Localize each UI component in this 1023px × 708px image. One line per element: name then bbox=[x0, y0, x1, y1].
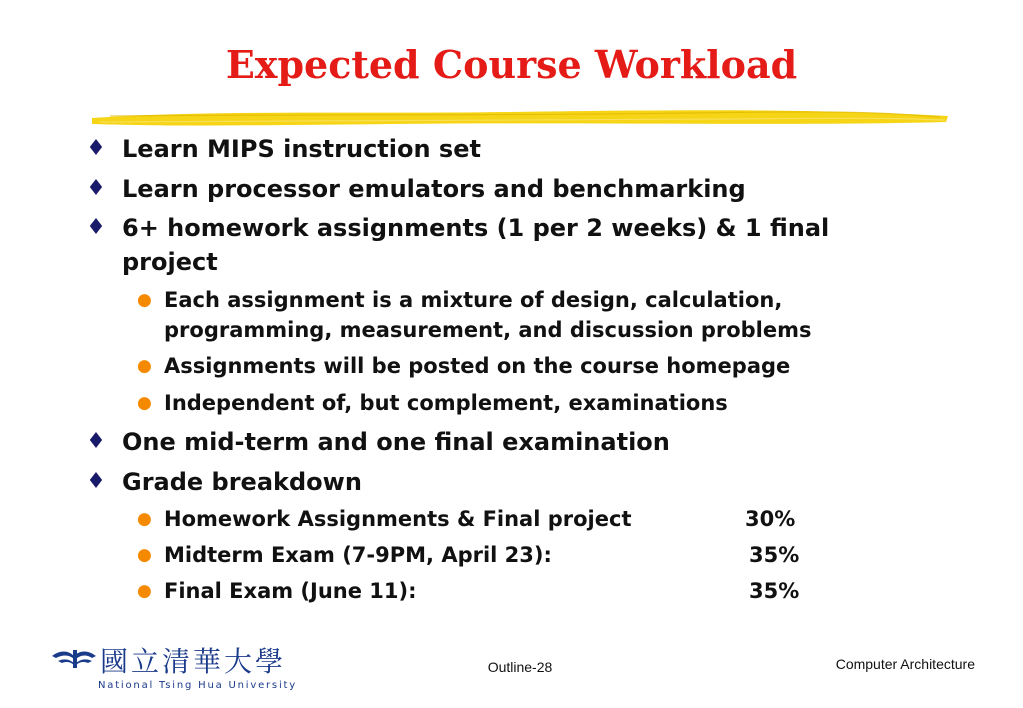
bullet-item bbox=[86, 172, 932, 206]
bullet-text: Learn processor emulators and benchmarking bbox=[122, 175, 746, 203]
course-name: Computer Architecture bbox=[835, 656, 975, 672]
bullet-item bbox=[86, 132, 932, 166]
diamond-bullet-icon: ♦ bbox=[86, 429, 106, 454]
bullet-text: 6+ homework assignments (1 per 2 weeks) & 1 final project bbox=[122, 214, 830, 276]
grade-percent: 35% bbox=[749, 543, 800, 567]
grade-row bbox=[137, 540, 944, 570]
bullet-item bbox=[86, 211, 912, 279]
page-number: Outline-28 bbox=[487, 659, 553, 675]
grade-label: Midterm Exam (7-9PM, April 23): bbox=[164, 543, 552, 567]
bullet-item bbox=[86, 465, 932, 499]
bullet-text: Grade breakdown bbox=[122, 468, 362, 496]
bullet-text: Learn MIPS instruction set bbox=[122, 135, 481, 163]
university-logo-icon bbox=[50, 646, 100, 670]
sub-bullet-item bbox=[137, 285, 944, 345]
sub-bullet-text: Independent of, but complement, examinations bbox=[164, 391, 728, 415]
diamond-bullet-icon: ♦ bbox=[86, 469, 106, 494]
title-underline bbox=[90, 104, 950, 132]
diamond-bullet-icon: ♦ bbox=[86, 136, 106, 161]
sub-bullet-item bbox=[137, 388, 944, 418]
university-logo bbox=[50, 640, 297, 700]
grade-percent: 35% bbox=[749, 579, 800, 603]
sub-bullet-text: Assignments will be posted on the course homepage bbox=[164, 354, 791, 378]
slide-title: Expected Course Workload bbox=[225, 42, 798, 87]
dot-bullet-icon: ● bbox=[137, 509, 152, 529]
bullet-text: One mid-term and one final examination bbox=[122, 428, 670, 456]
university-name-chinese: 國立清華大學 bbox=[100, 645, 287, 678]
grade-label: Final Exam (June 11): bbox=[164, 579, 417, 603]
grade-row bbox=[137, 576, 944, 606]
grade-label: Homework Assignments & Final project bbox=[164, 507, 632, 531]
dot-bullet-icon: ● bbox=[137, 545, 152, 565]
dot-bullet-icon: ● bbox=[137, 581, 152, 601]
diamond-bullet-icon: ♦ bbox=[86, 176, 106, 201]
dot-bullet-icon: ● bbox=[137, 356, 152, 376]
dot-bullet-icon: ● bbox=[137, 393, 152, 413]
sub-bullet-item bbox=[137, 351, 944, 381]
sub-bullet-text: Each assignment is a mixture of design, calculation, programming, measurement, and discussion problems bbox=[164, 288, 812, 342]
university-name-english: National Tsing Hua University bbox=[98, 680, 297, 691]
bullet-item bbox=[86, 425, 932, 459]
diamond-bullet-icon: ♦ bbox=[86, 215, 106, 240]
dot-bullet-icon: ● bbox=[137, 290, 152, 310]
grade-percent: 30% bbox=[745, 507, 796, 531]
grade-row bbox=[137, 504, 944, 534]
